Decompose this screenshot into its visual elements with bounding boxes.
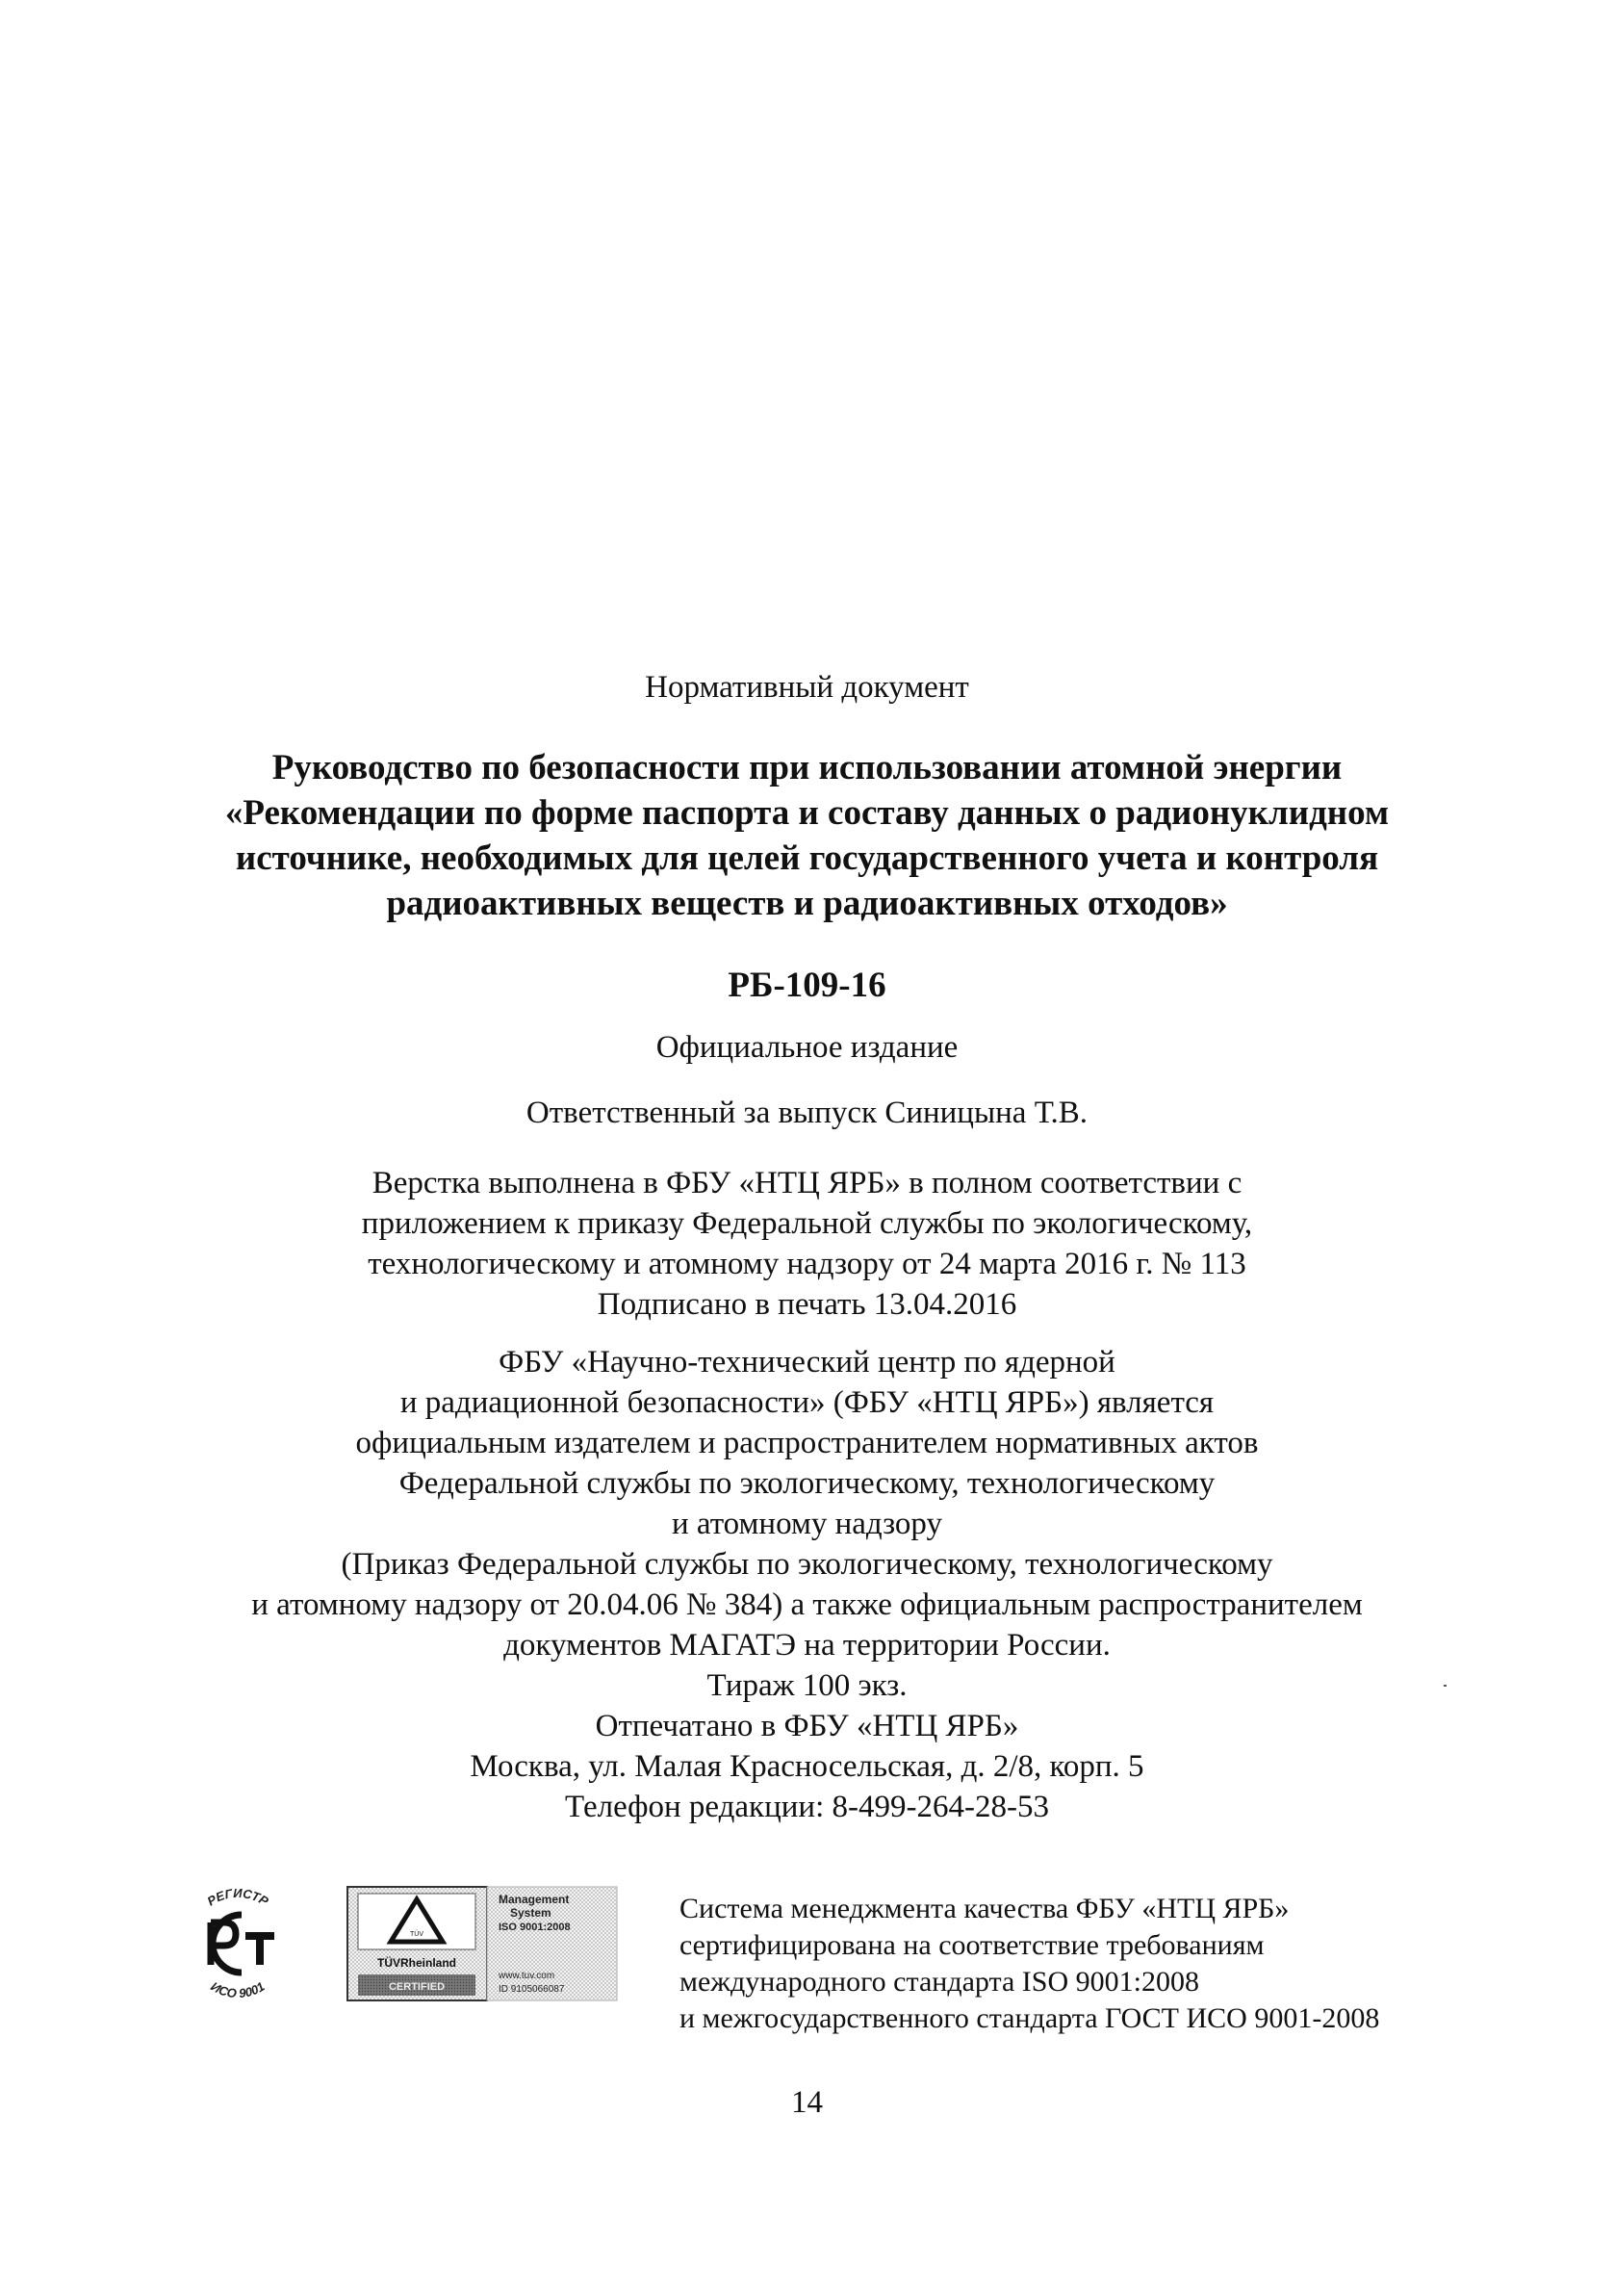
svg-text:РЕГИСТР: [205, 1886, 271, 1909]
layout-line: Верстка выполнена в ФБУ «НТЦ ЯРБ» в полном соответствии с: [371, 1166, 1243, 1200]
certification-line: международного стандарта ISO 9001:2008: [679, 1966, 1199, 1998]
title-line: Руководство по безопасности при использовании атомной энергии: [271, 748, 1343, 787]
layout-info: [0, 1163, 1614, 1325]
certification-logos: [178, 1882, 630, 2026]
tuv-brand-text: TÜVRheinland: [376, 1956, 457, 1970]
rst-logo-top-text: РЕГИСТР: [204, 1885, 271, 1909]
publisher-line: (Приказ Федеральной службы по экологическому, технологическому: [341, 1547, 1273, 1582]
print-line: Москва, ул. Малая Красносельская, д. 2/8, корп. 5: [470, 1749, 1144, 1784]
certification-line: сертифицирована на соответствие требованиям: [679, 1929, 1265, 1961]
svg-text:TÜV: TÜV: [410, 1931, 423, 1938]
publisher-line: официальным издателем и распространителем нормативных актов: [355, 1426, 1259, 1460]
tuv-id-text: ID 9105066087: [499, 1984, 565, 1995]
title-line: «Рекомендации по форме паспорта и составу данных о радионуклидном: [224, 793, 1390, 833]
print-info: [0, 1665, 1614, 1827]
publisher-line: и радиационной безопасности» (ФБУ «НТЦ ЯРБ») является: [399, 1385, 1215, 1420]
document-code: РБ-109-16: [728, 966, 886, 1005]
edition-label: Официальное издание: [655, 1030, 959, 1065]
tuv-web-text: www.tuv.com: [499, 1971, 555, 1981]
layout-line: приложением к приказу Федеральной службы по экологическому,: [361, 1206, 1253, 1241]
print-line: Тираж 100 экз.: [706, 1668, 908, 1703]
scan-speck: [1444, 1685, 1447, 1687]
title-line: радиоактивных веществ и радиоактивных отходов»: [386, 884, 1228, 923]
page-number: 14: [791, 2085, 823, 2120]
publisher-line: ФБУ «Научно-технический центр по ядерной: [499, 1345, 1115, 1380]
certification-line: и межгосударственного стандарта ГОСТ ИСО 9001-2008: [679, 2002, 1380, 2034]
tuv-certified-icon: [346, 1886, 621, 2001]
tuv-panel-line: ISO 9001:2008: [499, 1922, 571, 1933]
certification-statement: [679, 1891, 1379, 2037]
publisher-line: и атомному надзору: [671, 1507, 942, 1541]
title-line: источнике, необходимых для целей государственного учета и контроля: [235, 838, 1379, 878]
rst-logo-bottom-text: ИСО 9001: [208, 1978, 268, 2001]
layout-line: Подписано в печать 13.04.2016: [597, 1287, 1017, 1322]
responsible-person: Ответственный за выпуск Синицына Т.В.: [525, 1096, 1089, 1130]
certification-line: Система менеджмента качества ФБУ «НТЦ ЯРБ»: [679, 1893, 1290, 1924]
publisher-line: документов МАГАТЭ на территории России.: [503, 1628, 1111, 1663]
doc-type-label: Нормативный документ: [645, 670, 969, 705]
publisher-line: Федеральной службы по экологическому, технологическому: [398, 1466, 1216, 1501]
publisher-info: [0, 1342, 1614, 1665]
tuv-panel-line: Management: [499, 1893, 570, 1906]
publisher-line: и атомному надзору от 20.04.06 № 384) а также официальным распространителем: [251, 1587, 1363, 1622]
print-line: Отпечатано в ФБУ «НТЦ ЯРБ»: [595, 1709, 1019, 1743]
tuv-certified-text: CERTIFIED: [388, 1981, 446, 1993]
document-title: [0, 745, 1614, 926]
rst-logo-icon: [178, 1882, 298, 2002]
tuv-panel-line: System: [510, 1906, 551, 1920]
layout-line: технологическому и атомному надзору от 24 марта 2016 г. № 113: [368, 1247, 1246, 1281]
print-line: Телефон редакции: 8-499-264-28-53: [565, 1790, 1049, 1824]
svg-text:ИСО 9001: [209, 1979, 268, 2001]
